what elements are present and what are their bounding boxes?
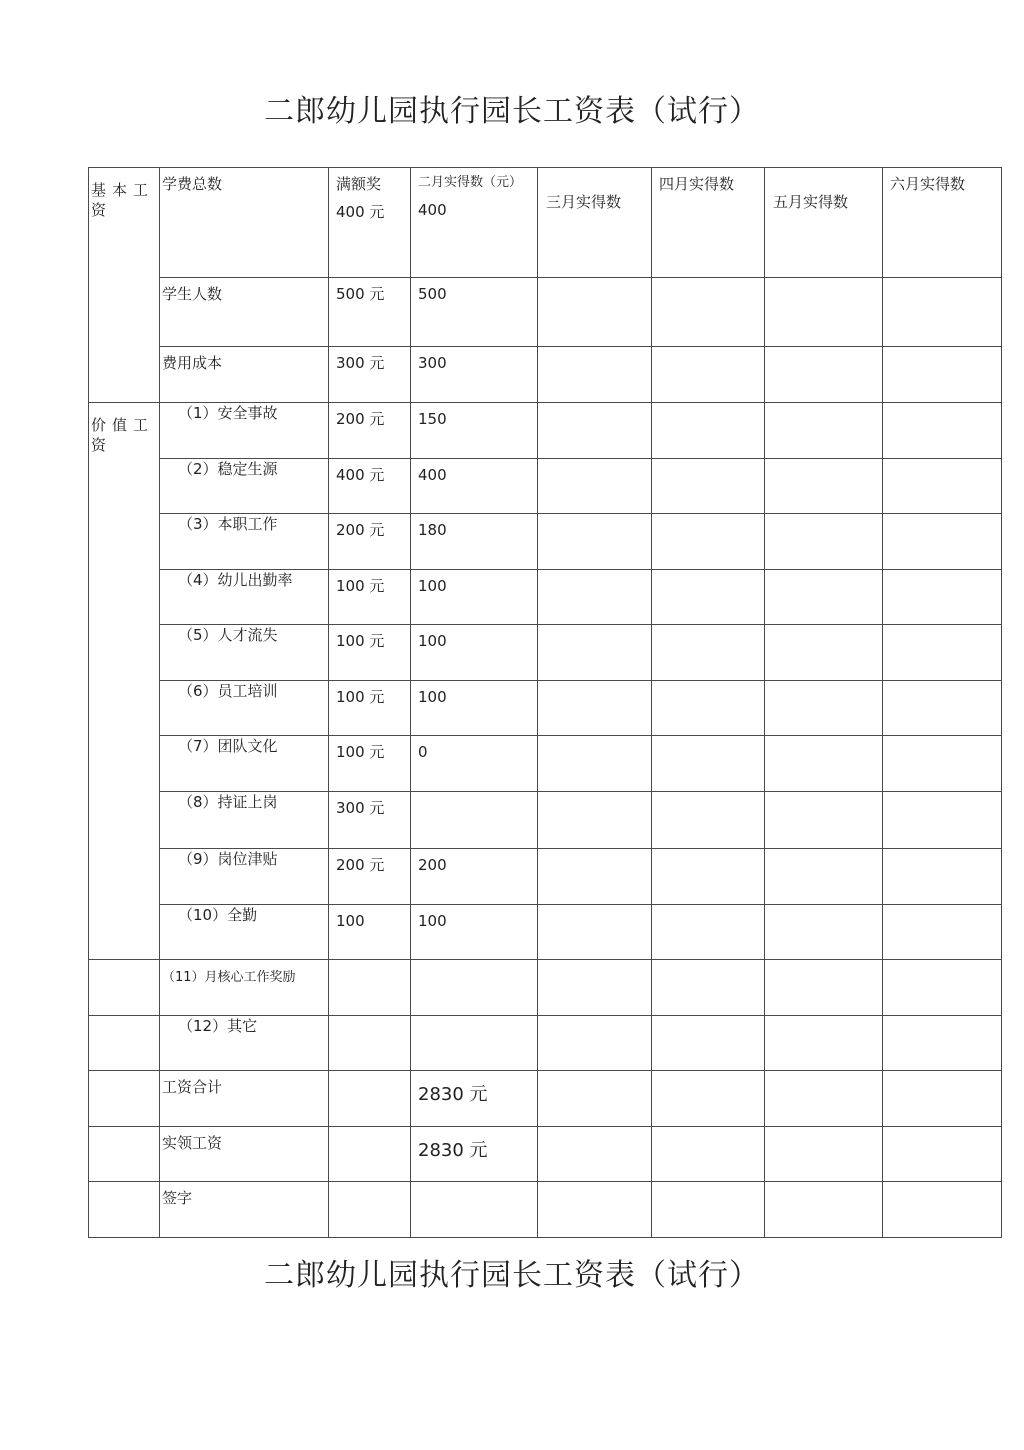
header-jun: 六月实得数 bbox=[883, 168, 1002, 278]
row-mar bbox=[538, 459, 652, 514]
header-row bbox=[89, 168, 1002, 278]
row-feb: 180 bbox=[411, 514, 538, 570]
row-may bbox=[765, 792, 883, 849]
row-may bbox=[765, 1182, 883, 1238]
row-full: 300 元 bbox=[329, 792, 411, 849]
row-mar bbox=[538, 736, 652, 792]
row-item: （2）稳定生源 bbox=[160, 459, 329, 514]
row-full bbox=[329, 1071, 411, 1127]
table-row bbox=[89, 514, 1002, 570]
row-category bbox=[89, 1182, 160, 1238]
row-mar bbox=[538, 905, 652, 960]
row-mar bbox=[538, 625, 652, 681]
row-full: 100 元 bbox=[329, 570, 411, 625]
table-row bbox=[89, 570, 1002, 625]
row-jun bbox=[883, 459, 1002, 514]
row-feb bbox=[411, 1016, 538, 1071]
row-apr bbox=[652, 347, 765, 403]
header-mar-label: 三月实得数 bbox=[546, 193, 622, 211]
row-may bbox=[765, 681, 883, 736]
row-item: 费用成本 bbox=[160, 347, 329, 403]
row-apr bbox=[652, 1016, 765, 1071]
table-row bbox=[89, 1071, 1002, 1127]
header-may-label: 五月实得数 bbox=[773, 193, 849, 211]
row-item: （4）幼儿出勤率 bbox=[160, 570, 329, 625]
row-jun bbox=[883, 1016, 1002, 1071]
row-item: 工资合计 bbox=[160, 1071, 329, 1127]
row-item: （8）持证上岗 bbox=[160, 792, 329, 849]
table-row bbox=[89, 1127, 1002, 1182]
table-row bbox=[89, 736, 1002, 792]
row-apr bbox=[652, 459, 765, 514]
row-full bbox=[329, 1016, 411, 1071]
row-feb: 150 bbox=[411, 403, 538, 459]
table-row bbox=[89, 849, 1002, 905]
row-feb: 0 bbox=[411, 736, 538, 792]
row-full bbox=[329, 1182, 411, 1238]
table-row bbox=[89, 625, 1002, 681]
row-mar bbox=[538, 792, 652, 849]
row-may bbox=[765, 1016, 883, 1071]
row-may bbox=[765, 905, 883, 960]
row-item bbox=[160, 960, 329, 1016]
salary-table bbox=[88, 167, 1002, 1238]
row-full: 100 元 bbox=[329, 625, 411, 681]
row-feb: 2830 元 bbox=[411, 1071, 538, 1127]
row-may bbox=[765, 736, 883, 792]
table-row bbox=[89, 347, 1002, 403]
row-mar bbox=[538, 347, 652, 403]
row-full: 300 元 bbox=[329, 347, 411, 403]
row-full: 200 元 bbox=[329, 403, 411, 459]
row-mar bbox=[538, 1182, 652, 1238]
row-apr bbox=[652, 1127, 765, 1182]
header-full-label: 满额奖 bbox=[336, 175, 382, 193]
row-jun bbox=[883, 278, 1002, 347]
table-row bbox=[89, 681, 1002, 736]
row-item: （1）安全事故 bbox=[160, 403, 329, 459]
row-apr bbox=[652, 849, 765, 905]
row-item: （7）团队文化 bbox=[160, 736, 329, 792]
header-feb bbox=[411, 168, 538, 278]
row-may bbox=[765, 347, 883, 403]
header-mar bbox=[538, 168, 652, 278]
row-category bbox=[89, 1016, 160, 1071]
row-jun bbox=[883, 736, 1002, 792]
row-jun bbox=[883, 905, 1002, 960]
table-row bbox=[89, 960, 1002, 1016]
row-full: 400 元 bbox=[329, 459, 411, 514]
row-apr bbox=[652, 792, 765, 849]
row-full: 200 元 bbox=[329, 514, 411, 570]
row-jun bbox=[883, 403, 1002, 459]
table-row bbox=[89, 403, 1002, 459]
row-full: 100 bbox=[329, 905, 411, 960]
header-full-value: 400 元 bbox=[336, 203, 385, 221]
row-apr bbox=[652, 570, 765, 625]
header-feb-value: 400 bbox=[418, 201, 447, 219]
row-mar bbox=[538, 960, 652, 1016]
row-category bbox=[89, 1071, 160, 1127]
row-feb: 100 bbox=[411, 570, 538, 625]
row-feb: 100 bbox=[411, 625, 538, 681]
table-row bbox=[89, 459, 1002, 514]
row-item: （3）本职工作 bbox=[160, 514, 329, 570]
row-apr bbox=[652, 514, 765, 570]
row-feb: 100 bbox=[411, 905, 538, 960]
row-feb: 300 bbox=[411, 347, 538, 403]
row-item: （5）人才流失 bbox=[160, 625, 329, 681]
row-feb bbox=[411, 792, 538, 849]
row-feb: 2830 元 bbox=[411, 1127, 538, 1182]
row-feb bbox=[411, 1182, 538, 1238]
row-apr bbox=[652, 960, 765, 1016]
row-may bbox=[765, 514, 883, 570]
row-full: 100 元 bbox=[329, 681, 411, 736]
row-apr bbox=[652, 403, 765, 459]
row-mar bbox=[538, 681, 652, 736]
row-mar bbox=[538, 403, 652, 459]
row-jun bbox=[883, 570, 1002, 625]
header-apr: 四月实得数 bbox=[652, 168, 765, 278]
table-row bbox=[89, 278, 1002, 347]
page-title-repeat: 二郎幼儿园执行园长工资表（试行） bbox=[264, 1258, 760, 1293]
header-feb-label: 二月实得数（元） bbox=[418, 175, 523, 190]
row-apr bbox=[652, 625, 765, 681]
row-may bbox=[765, 278, 883, 347]
header-item: 学费总数 bbox=[160, 168, 329, 278]
row-feb bbox=[411, 960, 538, 1016]
row-may bbox=[765, 849, 883, 905]
row-apr bbox=[652, 1182, 765, 1238]
row-item: （6）员工培训 bbox=[160, 681, 329, 736]
row-item: （12）其它 bbox=[160, 1016, 329, 1071]
row-jun bbox=[883, 1071, 1002, 1127]
header-may bbox=[765, 168, 883, 278]
row-mar bbox=[538, 278, 652, 347]
row-full bbox=[329, 1127, 411, 1182]
row-jun bbox=[883, 1127, 1002, 1182]
row-full: 500 元 bbox=[329, 278, 411, 347]
row-mar bbox=[538, 849, 652, 905]
row-item: （9）岗位津贴 bbox=[160, 849, 329, 905]
row-feb: 500 bbox=[411, 278, 538, 347]
category-basic: 基本工资 bbox=[89, 168, 160, 403]
row-mar bbox=[538, 570, 652, 625]
row-jun bbox=[883, 1182, 1002, 1238]
row-mar bbox=[538, 1127, 652, 1182]
row-jun bbox=[883, 849, 1002, 905]
row-may bbox=[765, 403, 883, 459]
row-jun bbox=[883, 792, 1002, 849]
header-full bbox=[329, 168, 411, 278]
row-feb: 400 bbox=[411, 459, 538, 514]
row-feb: 200 bbox=[411, 849, 538, 905]
row-may bbox=[765, 960, 883, 1016]
row-full: 100 元 bbox=[329, 736, 411, 792]
row-item: （10）全勤 bbox=[160, 905, 329, 960]
category-value: 价值工资 bbox=[89, 403, 160, 960]
row-category bbox=[89, 960, 160, 1016]
row-category bbox=[89, 1127, 160, 1182]
row-may bbox=[765, 570, 883, 625]
table-row bbox=[89, 1016, 1002, 1071]
row-item-label: （11）月核心工作奖励 bbox=[162, 970, 296, 985]
table-row bbox=[89, 1182, 1002, 1238]
row-full bbox=[329, 960, 411, 1016]
row-mar bbox=[538, 1016, 652, 1071]
row-jun bbox=[883, 681, 1002, 736]
row-apr bbox=[652, 905, 765, 960]
row-apr bbox=[652, 278, 765, 347]
row-mar bbox=[538, 514, 652, 570]
row-mar bbox=[538, 1071, 652, 1127]
row-jun bbox=[883, 960, 1002, 1016]
table-row bbox=[89, 792, 1002, 849]
row-jun bbox=[883, 347, 1002, 403]
row-item: 实领工资 bbox=[160, 1127, 329, 1182]
row-apr bbox=[652, 736, 765, 792]
table-row bbox=[89, 905, 1002, 960]
row-full: 200 元 bbox=[329, 849, 411, 905]
page-title: 二郎幼儿园执行园长工资表（试行） bbox=[264, 94, 760, 129]
row-jun bbox=[883, 625, 1002, 681]
row-may bbox=[765, 459, 883, 514]
row-may bbox=[765, 625, 883, 681]
row-apr bbox=[652, 681, 765, 736]
row-may bbox=[765, 1127, 883, 1182]
row-jun bbox=[883, 514, 1002, 570]
row-apr bbox=[652, 1071, 765, 1127]
row-feb: 100 bbox=[411, 681, 538, 736]
row-item: 签字 bbox=[160, 1182, 329, 1238]
row-may bbox=[765, 1071, 883, 1127]
row-item: 学生人数 bbox=[160, 278, 329, 347]
